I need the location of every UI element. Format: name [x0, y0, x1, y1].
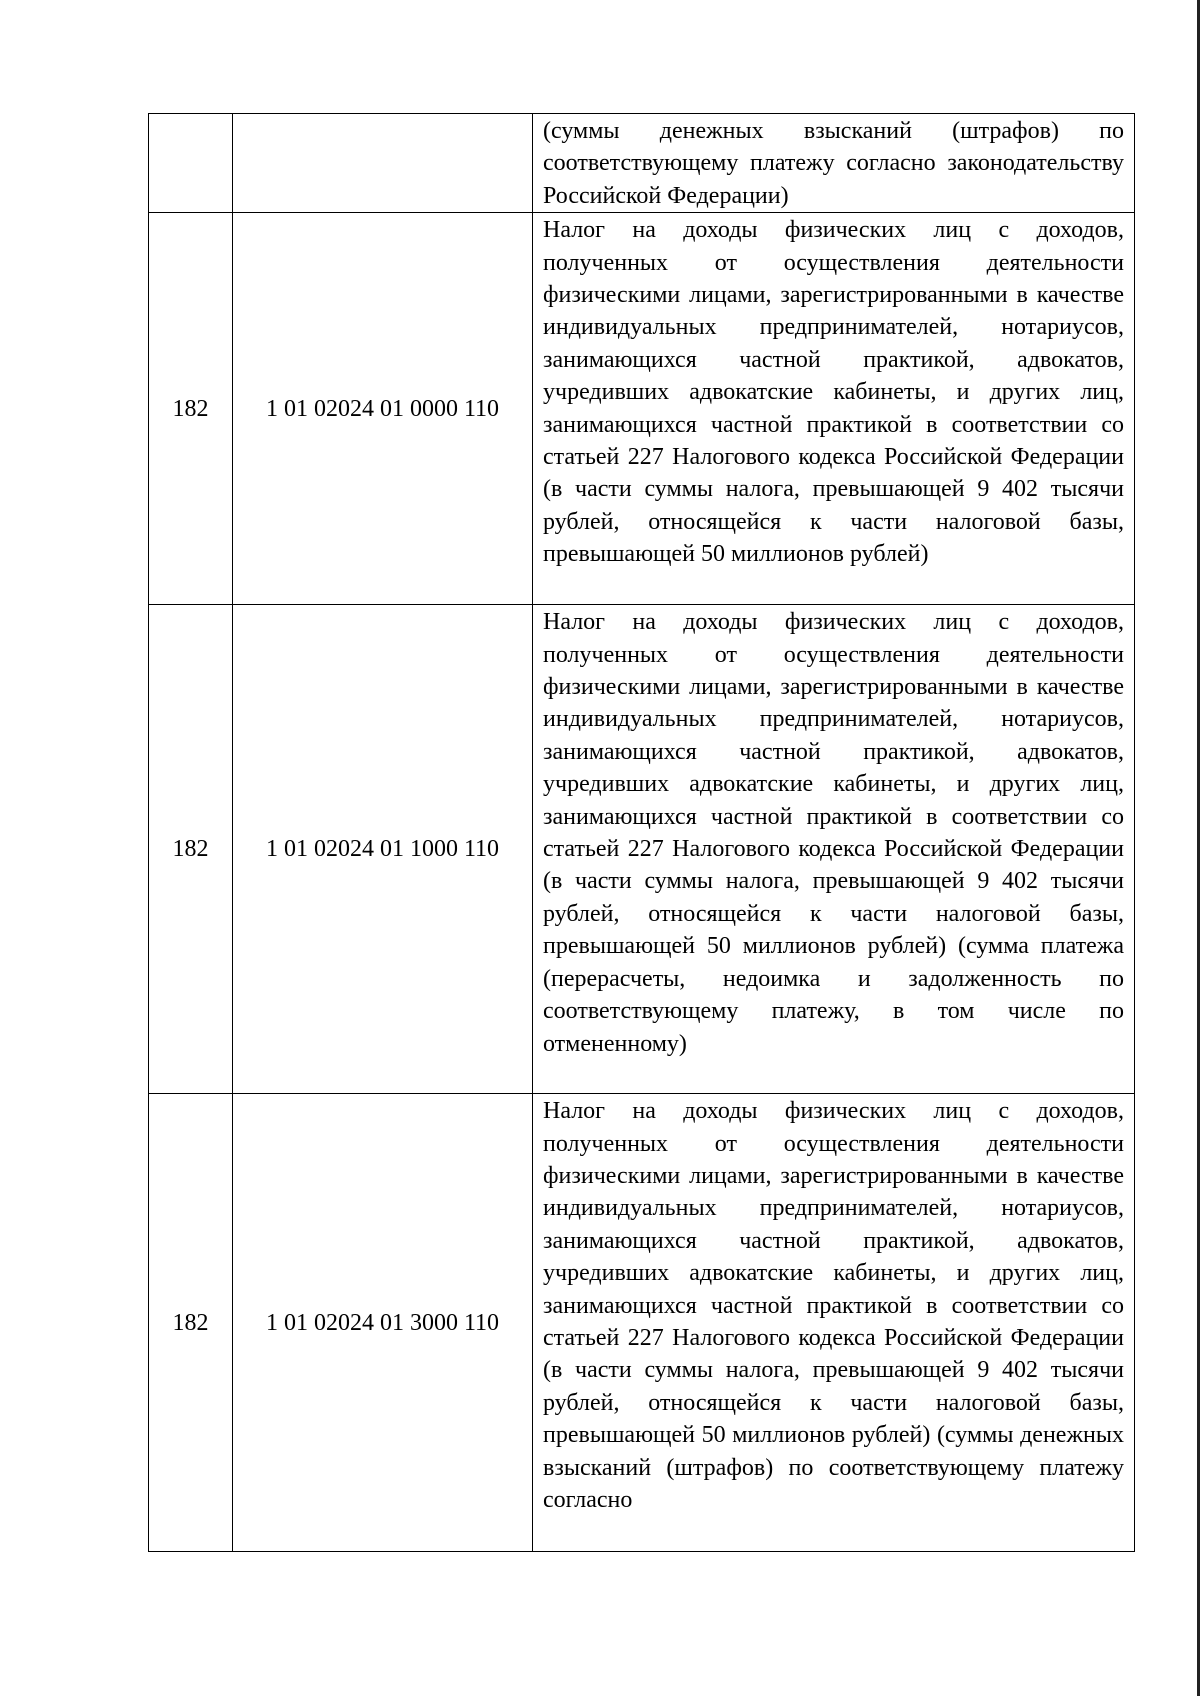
income-name-cell: Налог на доходы физических лиц с доходов, полученных от осуществления деятельности физическими лицами, зарегистрированными в качестве индивидуальных предпринимателей, нотариусов, занимающихся частной практикой, адвокатов, учредивших адвокатские кабинеты, и других лиц, занимающихся частной практикой в соответствии со статьей 227 Налогового кодекса Российской Федерации (в части суммы налога, превышающей 9 402 тысячи рублей, относящейся к части налоговой базы, превышающей 50 миллионов рублей) (сумма платежа (перерасчеты, недоимка и задолженность по соответствующему платежу, в том числе по отмененному): [533, 605, 1135, 1094]
admin-code-cell: 182: [149, 605, 233, 1094]
table-row: [149, 1094, 1135, 1552]
admin-code-cell: 182: [149, 213, 233, 605]
kbk-code-cell: [233, 114, 533, 213]
table-row: [149, 213, 1135, 605]
kbk-code-cell: 1 01 02024 01 1000 110: [233, 605, 533, 1094]
table-row: [149, 605, 1135, 1094]
table-row: [149, 114, 1135, 213]
income-name-cell: Налог на доходы физических лиц с доходов, полученных от осуществления деятельности физическими лицами, зарегистрированными в качестве индивидуальных предпринимателей, нотариусов, занимающихся частной практикой, адвокатов, учредивших адвокатские кабинеты, и других лиц, занимающихся частной практикой в соответствии со статьей 227 Налогового кодекса Российской Федерации (в части суммы налога, превышающей 9 402 тысячи рублей, относящейся к части налоговой базы, превышающей 50 миллионов рублей): [533, 213, 1135, 605]
kbk-table: [148, 113, 1135, 1552]
income-name-cell: (суммы денежных взысканий (штрафов) по соответствующему платежу согласно законодательству Российской Федерации): [533, 114, 1135, 213]
admin-code-cell: [149, 114, 233, 213]
income-name-text: Налог на доходы физических лиц с доходов, полученных от осуществления деятельности физическими лицами, зарегистрированными в качестве индивидуальных предпринимателей, нотариусов, занимающихся частной практикой, адвокатов, учредивших адвокатские кабинеты, и других лиц, занимающихся частной практикой в соответствии со статьей 227 Налогового кодекса Российской Федерации (в части суммы налога, превышающей 9 402 тысячи рублей, относящейся к части налоговой базы, превышающей 50 миллионов рублей) (суммы денежных взысканий (штрафов) по соответствующему платежу согласно: [543, 1098, 1124, 1514]
kbk-code-cell: 1 01 02024 01 3000 110: [233, 1094, 533, 1552]
admin-code-cell: 182: [149, 1094, 233, 1552]
income-name-cell: [533, 1094, 1135, 1552]
kbk-code-cell: 1 01 02024 01 0000 110: [233, 213, 533, 605]
